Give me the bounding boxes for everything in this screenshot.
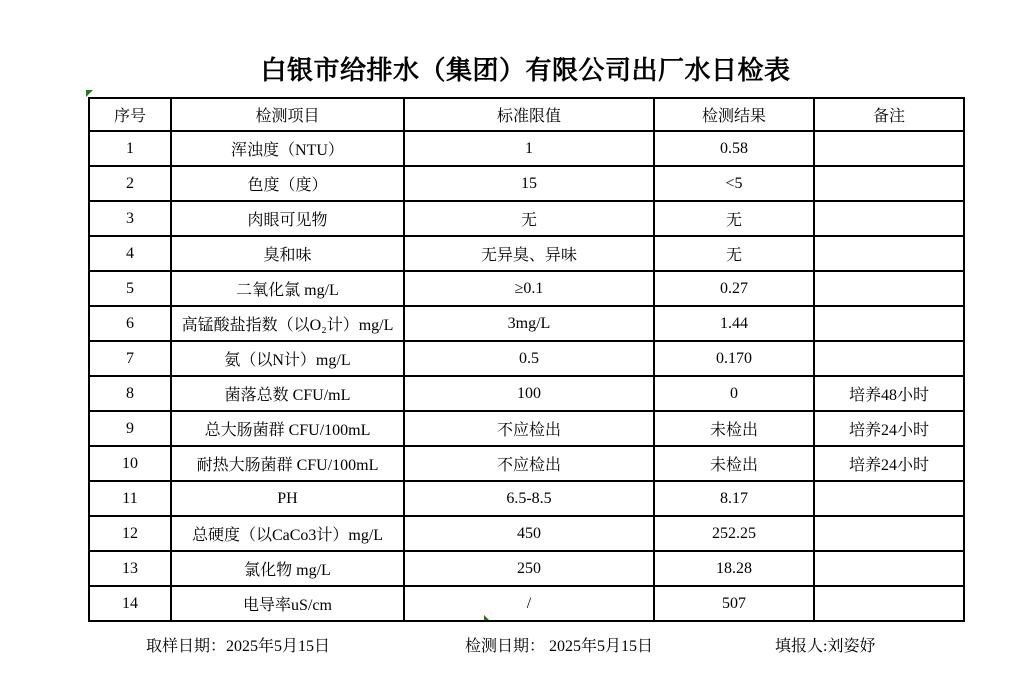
cell-limit: 15 <box>404 166 654 201</box>
cell-no: 10 <box>89 446 171 481</box>
cell-no: 1 <box>89 131 171 166</box>
cell-no: 5 <box>89 271 171 306</box>
cell-remark <box>814 131 964 166</box>
table-row <box>89 411 964 446</box>
cell-item: 总大肠菌群 CFU/100mL <box>171 411 404 446</box>
cell-limit: 0.5 <box>404 341 654 376</box>
cell-result: 无 <box>654 201 814 236</box>
cell-result: 0.58 <box>654 131 814 166</box>
cell-result: 1.44 <box>654 306 814 341</box>
table-row <box>89 481 964 516</box>
cell-result: <5 <box>654 166 814 201</box>
cell-no: 14 <box>89 586 171 621</box>
cell-item: 浑浊度（NTU） <box>171 131 404 166</box>
cell-remark <box>814 271 964 306</box>
cell-limit: 不应检出 <box>404 411 654 446</box>
table-row <box>89 131 964 166</box>
header-limit: 标准限值 <box>404 98 654 131</box>
cell-remark <box>814 201 964 236</box>
cell-item: 高锰酸盐指数（以O₂计）mg/L <box>171 306 404 341</box>
cell-remark: 培养24小时 <box>814 446 964 481</box>
cell-no: 12 <box>89 516 171 551</box>
cell-limit: 250 <box>404 551 654 586</box>
table-row <box>89 306 964 341</box>
table-row <box>89 341 964 376</box>
cell-item: 氨（以N计）mg/L <box>171 341 404 376</box>
cell-remark: 培养24小时 <box>814 411 964 446</box>
header-item: 检测项目 <box>171 98 404 131</box>
table-row <box>89 201 964 236</box>
cell-remark: 培养48小时 <box>814 376 964 411</box>
cell-item: 二氧化氯 mg/L <box>171 271 404 306</box>
cell-no: 8 <box>89 376 171 411</box>
cell-result: 未检出 <box>654 446 814 481</box>
cell-result: 8.17 <box>654 481 814 516</box>
cell-no: 4 <box>89 236 171 271</box>
cell-limit: ≥0.1 <box>404 271 654 306</box>
cell-result: 0.170 <box>654 341 814 376</box>
cell-item: 菌落总数 CFU/mL <box>171 376 404 411</box>
header-no: 序号 <box>89 98 171 131</box>
cell-item: 电导率uS/cm <box>171 586 404 621</box>
table-row <box>89 166 964 201</box>
cell-result: 0.27 <box>654 271 814 306</box>
cell-item: 耐热大肠菌群 CFU/100mL <box>171 446 404 481</box>
cell-item: 臭和味 <box>171 236 404 271</box>
cell-item: 总硬度（以CaCo3计）mg/L <box>171 516 404 551</box>
cell-limit: 无 <box>404 201 654 236</box>
cell-limit: 不应检出 <box>404 446 654 481</box>
cell-no: 13 <box>89 551 171 586</box>
cell-limit: 无异臭、异味 <box>404 236 654 271</box>
cell-remark <box>814 516 964 551</box>
testing-date: 检测日期： 2025年5月15日 <box>465 638 654 655</box>
page-title: 白银市给排水（集团）有限公司出厂水日检表 <box>260 56 791 85</box>
cell-item: 氯化物 mg/L <box>171 551 404 586</box>
cell-limit: 3mg/L <box>404 306 654 341</box>
cell-remark <box>814 481 964 516</box>
cell-limit: 100 <box>404 376 654 411</box>
cell-result: 507 <box>654 586 814 621</box>
cell-result: 18.28 <box>654 551 814 586</box>
cell-remark <box>814 166 964 201</box>
cell-no: 6 <box>89 306 171 341</box>
cell-result: 无 <box>654 236 814 271</box>
header-result: 检测结果 <box>654 98 814 131</box>
cell-item: PH <box>171 481 404 516</box>
cell-item: 色度（度） <box>171 166 404 201</box>
cell-result: 未检出 <box>654 411 814 446</box>
inspection-table <box>88 97 965 622</box>
cell-item: 肉眼可见物 <box>171 201 404 236</box>
footer <box>0 633 1022 655</box>
table-row <box>89 376 964 411</box>
cell-limit: / <box>404 586 654 621</box>
table-row <box>89 236 964 271</box>
excel-error-marker-top-left-icon <box>86 90 93 97</box>
table-row <box>89 516 964 551</box>
sampling-date: 取样日期：2025年5月15日 <box>146 638 331 655</box>
cell-remark <box>814 586 964 621</box>
cell-no: 2 <box>89 166 171 201</box>
cell-no: 11 <box>89 481 171 516</box>
cell-remark <box>814 341 964 376</box>
cell-limit: 1 <box>404 131 654 166</box>
cell-no: 9 <box>89 411 171 446</box>
cell-remark <box>814 306 964 341</box>
cell-remark <box>814 551 964 586</box>
cell-limit: 450 <box>404 516 654 551</box>
table-row <box>89 446 964 481</box>
table-row <box>89 551 964 586</box>
cell-limit: 6.5-8.5 <box>404 481 654 516</box>
cell-no: 7 <box>89 341 171 376</box>
filler-name: 填报人:刘姿妤 <box>775 638 876 655</box>
cell-no: 3 <box>89 201 171 236</box>
cell-result: 0 <box>654 376 814 411</box>
cell-remark <box>814 236 964 271</box>
cell-result: 252.25 <box>654 516 814 551</box>
header-remark: 备注 <box>814 98 964 131</box>
table-row <box>89 271 964 306</box>
table-header-row <box>89 98 964 131</box>
table-row <box>89 586 964 621</box>
